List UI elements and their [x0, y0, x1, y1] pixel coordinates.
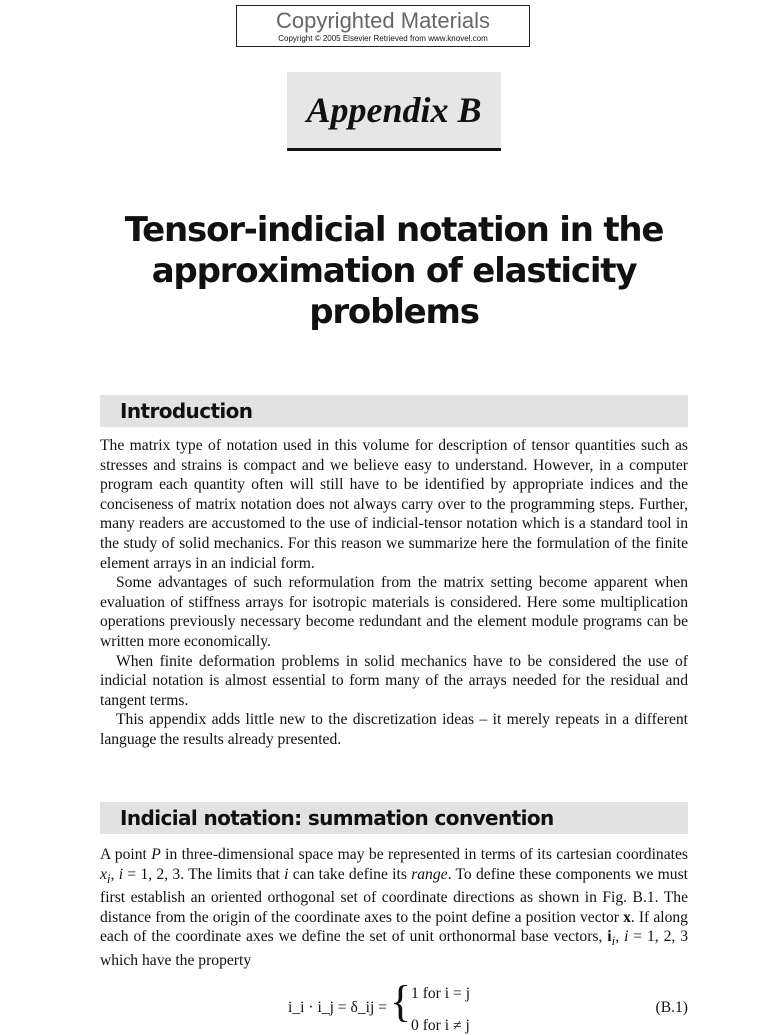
emphasis: range: [411, 865, 448, 883]
stamp-subtitle: Copyright © 2005 Elsevier Retrieved from www.knovel.com: [278, 34, 488, 43]
appendix-underline: [287, 148, 501, 151]
appendix-label: Appendix B: [306, 90, 482, 130]
vector-symbol: i: [607, 928, 612, 946]
vector-symbol: x: [623, 908, 631, 926]
paragraph: When finite deformation problems in solid mechanics have to be considered the use of indicial notation is almost essential to form many of the arrays needed for the residual and tangent terms.: [100, 652, 688, 709]
left-brace: {: [390, 977, 412, 1026]
paragraph: The matrix type of notation used in this volume for description of tensor quantities such as stresses and strains is compact and we believe easy to understand. However, in a computer program each quantity often will still have to be identified by appropriate indices and the conciseness of matrix notation does not always carry over to the programming steps. Further, many readers are accustomed to the use of indicial-tensor notation which is a standard tool in the study of solid mechanics. For this reason we summarize here the formulation of the finite element arrays in an indicial form.: [100, 437, 688, 572]
equation-case: 1 for i = j: [411, 985, 471, 1002]
introduction-body: [100, 436, 688, 750]
chapter-title-line: approximation of elasticity: [151, 251, 637, 291]
copyright-stamp: [236, 5, 530, 47]
equation-case: 0 for i ≠ j: [411, 1017, 470, 1034]
section-heading-introduction: Introduction: [100, 395, 688, 427]
math-symbol: x: [100, 865, 107, 883]
stamp-title: Copyrighted Materials: [276, 8, 490, 33]
paragraph: This appendix adds little new to the discretization ideas – it merely repeats in a different language the results already presented.: [100, 711, 688, 748]
indicial-notation-body: [100, 845, 688, 971]
equation-lhs: i_i · i_j = δ_ij =: [288, 999, 388, 1016]
equation-b1: [100, 977, 688, 1034]
chapter-title: [100, 210, 688, 333]
appendix-label-box: [287, 72, 501, 148]
paragraph: Some advantages of such reformulation from the matrix setting become apparent when evaluation of stiffness arrays for isotropic materials is considered. Here some multiplication operations previously necessary become redundant and the element module programs can be written more economically.: [100, 574, 688, 650]
math-symbol: P: [151, 846, 161, 863]
chapter-title-line: problems: [309, 292, 479, 332]
chapter-title-line: Tensor-indicial notation in the: [124, 210, 664, 250]
section-heading-indicial-notation: Indicial notation: summation convention: [100, 802, 688, 834]
paragraph: A point P in three-dimensional space may be represented in terms of its cartesian coordinates $x_i$, i = 1, 2, 3. The limits that i can take define its range. To define these components we must first establish an oriented orthogonal set of coordinate directions as shown in Fig. B.1. The distance from the origin of the coordinate axes to the point define a position vector x. If along each of the coordinate axes we define the set of unit orthonormal base vectors, $i_i$, i = 1, 2, 3 which have the property: [100, 846, 689, 970]
equation-number: (B.1): [655, 999, 688, 1016]
